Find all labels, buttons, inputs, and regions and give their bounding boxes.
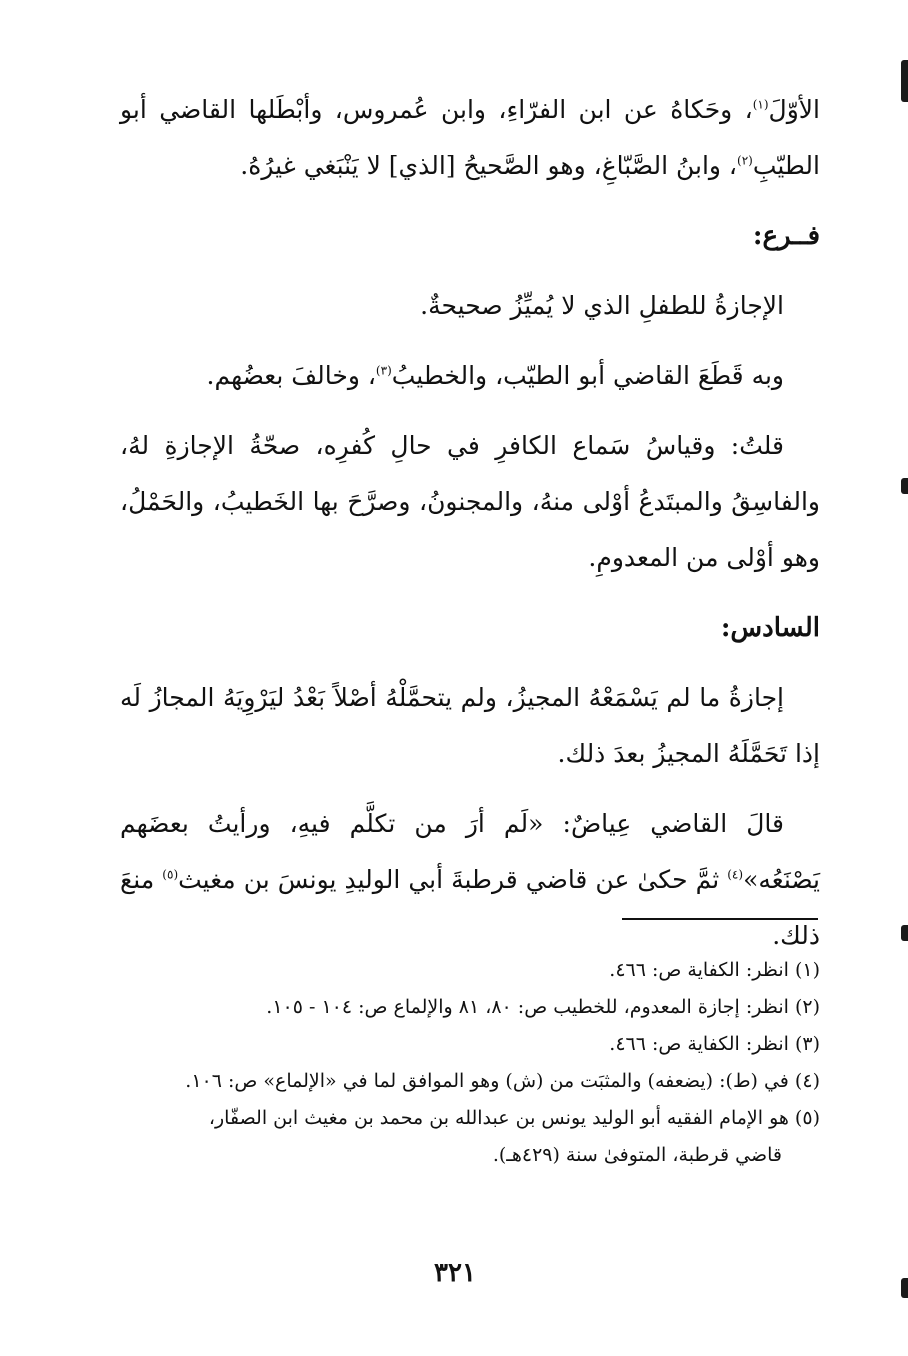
footnote-4: (٤) في (ط): (يضعفه) والمثبَت من (ش) وهو الموافق لما في «الإلماع» ص: ١٠٦. xyxy=(185,1070,820,1092)
footnote-ref-1: (١) xyxy=(752,97,769,112)
section-heading-far: فــرع: xyxy=(752,221,820,251)
footnote-ref-2: (٢) xyxy=(737,153,753,168)
footnote-5-continuation: قاضي قرطبة، المتوفىٰ سنة (٤٢٩هـ). xyxy=(492,1144,782,1166)
text-segment: ، وابنُ الصَّبّاغِ، وهو الصَّحيحُ [الذي] لا يَنْبَغي غيرُهُ. xyxy=(240,151,737,180)
paragraph-2 xyxy=(120,278,820,334)
footnote-3: (٣) انظر: الكفاية ص: ٤٦٦. xyxy=(609,1033,820,1055)
text-segment: قالَ القاضي عِياضٌ: «لَم أرَ من تكلَّم فيهِ، ورأيتُ بعضَهم يَصْنَعُه» xyxy=(120,809,821,894)
paragraph-6 xyxy=(120,796,820,964)
text-segment: الأوّلَ xyxy=(768,95,820,124)
footnotes xyxy=(120,952,820,1174)
footnote-2: (٢) انظر: إجازة المعدوم، للخطيب ص: ٨٠، ٨١ والإلماع ص: ١٠٤ - ١٠٥. xyxy=(266,996,820,1018)
text-segment: إجازةُ ما لم يَسْمَعْهُ المجيزُ، ولم يتحمَّلْهُ أصْلاً بَعْدُ ليَرْوِيَهُ المجازُ لَه إذا تَحَمَّلَهُ المجيزُ بعدَ ذلك. xyxy=(120,683,820,768)
main-text xyxy=(120,82,820,978)
footnote-5: (٥) هو الإمام الفقيه أبو الوليد يونس بن عبدالله بن محمد بن مغيث ابن الصفّار، xyxy=(208,1107,820,1129)
footnote-ref-3: (٣) xyxy=(375,363,392,378)
scan-edge-mark xyxy=(901,1278,908,1298)
text-segment: الإجازةُ للطفلِ الذي لا يُميِّزُ صحيحةٌ. xyxy=(420,291,784,320)
text-segment: وبه قَطَعَ القاضي أبو الطيّب، والخطيبُ xyxy=(391,361,784,390)
paragraph-3 xyxy=(120,348,820,404)
paragraph-4 xyxy=(120,418,820,586)
footnote-divider xyxy=(622,918,818,920)
section-heading-sixth: السادس: xyxy=(720,613,820,643)
text-segment: ، وحَكاهُ عن ابن الفرّاءِ، وابن عُمروس، وأبْطَلها القاضي أبو الطيّبِ xyxy=(120,95,820,180)
paragraph-1 xyxy=(120,82,820,194)
text-segment: منعَ ذلك. xyxy=(120,865,820,950)
footnote-1: (١) انظر: الكفاية ص: ٤٦٦. xyxy=(609,959,820,981)
text-segment: قلتُ: وقياسُ سَماع الكافرِ في حالِ كُفرِه، صحّةُ الإجازةِ لهُ، والفاسِقُ والمبتَدعُ أوْلى منهُ، والمجنونُ، وصرَّحَ بها الخَطيبُ، والحَمْلُ، وهو أوْلى من المعدومِ. xyxy=(120,431,820,572)
paragraph-5 xyxy=(120,670,820,782)
scan-edge-mark xyxy=(901,60,908,102)
page-number: ٣٢١ xyxy=(434,1258,476,1288)
scan-edge-mark xyxy=(901,925,908,941)
footnote-ref-5: (٥) xyxy=(162,867,179,882)
text-segment: ثمَّ حكىٰ عن قاضي قرطبةَ أبي الوليدِ يونسَ بن مغيث xyxy=(178,865,728,894)
footnote-ref-4: (٤) xyxy=(727,867,744,882)
text-segment: ، وخالفَ بعضُهم. xyxy=(206,361,376,390)
scan-edge-mark xyxy=(901,478,908,494)
